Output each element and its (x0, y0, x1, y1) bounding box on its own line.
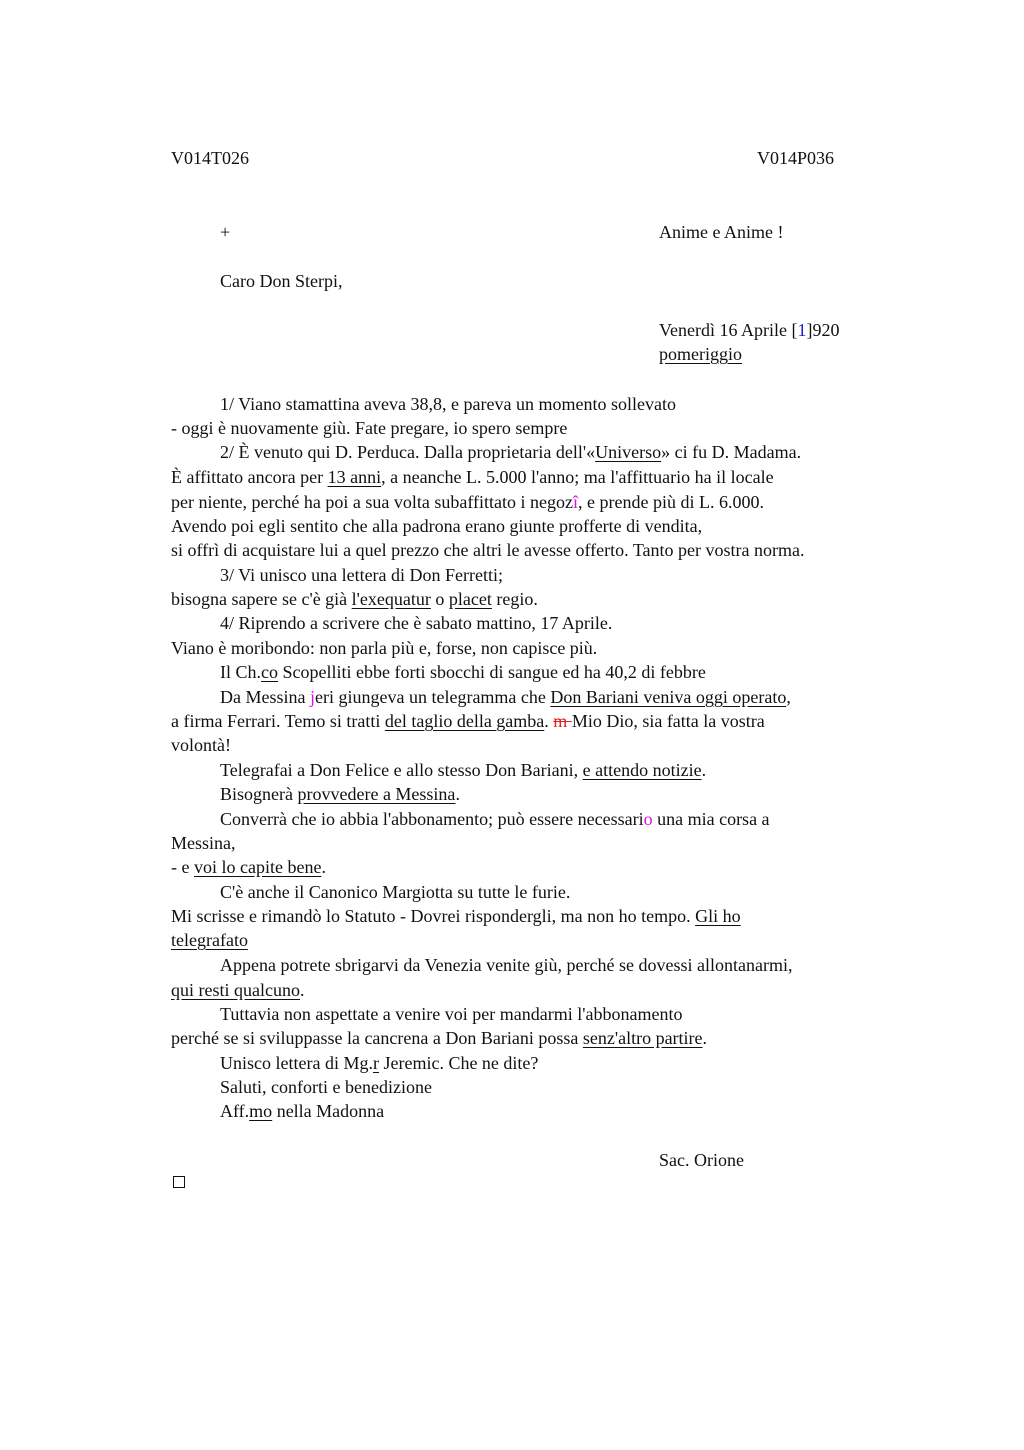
body-line: Unisco lettera di Mg.r Jeremic. Che ne dite? (220, 1053, 539, 1073)
body-line: 2/ È venuto qui D. Perduca. Dalla proprietaria dell'«Universo» ci fu D. Madama. (220, 442, 802, 462)
body-line: Appena potrete sbrigarvi da Venezia venite giù, perché se dovessi allontanarmi, (220, 955, 793, 975)
deleted-text: m (553, 711, 572, 731)
body-line: Mi scrisse e rimandò lo Statuto - Dovrei rispondergli, ma non ho tempo. Gli ho (171, 906, 741, 926)
body-line: È affittato ancora per 13 anni, a neanche L. 5.000 l'anno; ma l'affittuario ha il locale (171, 467, 774, 487)
body-line: perché se si sviluppasse la cancrena a Don Bariani possa senz'altro partire. (171, 1028, 708, 1048)
body-line: qui resti qualcuno. (171, 980, 305, 1000)
body-line: Viano è moribondo: non parla più e, forse, non capisce più. (171, 638, 598, 658)
closing-line: Aff.mo nella Madonna (220, 1101, 385, 1121)
body-line: C'è anche il Canonico Margiotta su tutte le furie. (220, 882, 571, 902)
body-line: Tuttavia non aspettate a venire voi per mandarmi l'abbonamento (220, 1004, 683, 1024)
body-line: Il Ch.co Scopelliti ebbe forti sbocchi di sangue ed ha 40,2 di febbre (220, 662, 706, 682)
body-line: 1/ Viano stamattina aveva 38,8, e pareva un momento sollevato (220, 394, 676, 414)
body-line: Saluti, conforti e benedizione (220, 1077, 432, 1097)
body-line: si offrì di acquistare lui a quel prezzo che altri le avesse offerto. Tanto per vostra norma. (171, 540, 805, 560)
body-line: per niente, perché ha poi a sua volta subaffittato i negozî, e prende più di L. 6.000. (171, 492, 765, 512)
body-line: Converrà che io abbia l'abbonamento; può essere necessario una mia corsa a (220, 809, 770, 829)
left-document-code: V014T026 (171, 148, 249, 168)
right-document-code: V014P036 (757, 148, 835, 168)
motto: Anime e Anime ! (659, 222, 784, 242)
cross-mark: + (220, 222, 231, 242)
time-of-day: pomeriggio (659, 344, 742, 364)
signature: Sac. Orione (659, 1150, 744, 1170)
body-line: volontà! (171, 735, 231, 755)
body-line: Telegrafai a Don Felice e allo stesso Don Bariani, e attendo notizie. (220, 760, 707, 780)
body-line: 3/ Vi unisco una lettera di Don Ferretti; (220, 565, 504, 585)
body-line: Avendo poi egli sentito che alla padrona erano giunte profferte di vendita, (171, 516, 703, 536)
body-line: 4/ Riprendo a scrivere che è sabato mattino, 17 Aprile. (220, 613, 613, 633)
body-line: telegrafato (171, 930, 248, 950)
salutation: Caro Don Sterpi, (220, 271, 343, 291)
body-line: Messina, (171, 833, 236, 853)
body-line: Da Messina jeri giungeva un telegramma che Don Bariani veniva oggi operato, (220, 687, 791, 707)
body-line: - e voi lo capite bene. (171, 857, 326, 877)
body-line: - oggi è nuovamente giù. Fate pregare, io spero sempre (171, 418, 568, 438)
body-line: Bisognerà provvedere a Messina. (220, 784, 460, 804)
body-line: a firma Ferrari. Temo si tratti del taglio della gamba. m Mio Dio, sia fatta la vostra (171, 711, 765, 731)
date-line: Venerdì 16 Aprile [1]920 (659, 320, 840, 340)
body-line: bisogna sapere se c'è già l'exequatur o placet regio. (171, 589, 538, 609)
end-square-mark (173, 1176, 185, 1188)
